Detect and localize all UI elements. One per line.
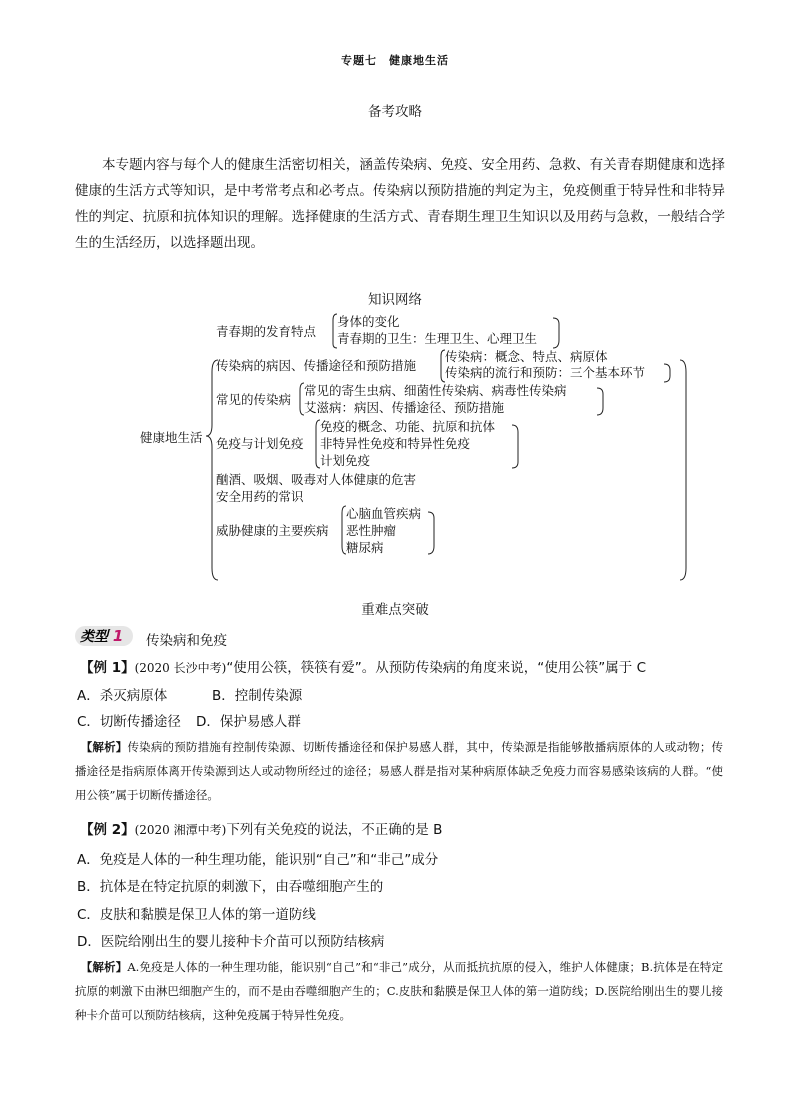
- node-infectious-item-1: 传染病：概念、特点、病原体: [445, 349, 608, 364]
- example-1-analysis: 【解析】传染病的预防措施有控制传染源、切断传播途径和保护易感人群，其中，传染源是指能够散播病原体的人或动物；传播途径是指病原体离开传染源到达人或动物所经过的途径；易感人群是指对某种病原体缺乏免疫力而容易感染该病的人群。“使用公筷”属于切断传播途径。: [75, 740, 724, 802]
- node-threats-item-3: 糖尿病: [346, 540, 384, 555]
- infectious-close: [664, 364, 670, 382]
- example-1-option-a: A．杀灭病原体: [77, 688, 168, 704]
- type-badge-label: 类型 1: [80, 627, 124, 645]
- root-close-brace: [680, 360, 686, 580]
- example-2-question: 【例 2】(2020 湘潭中考)下列有关免疫的说法，不正确的是 B: [80, 822, 443, 838]
- immunity-close: [512, 425, 518, 468]
- node-medicine: 安全用药的常识: [216, 489, 304, 504]
- strategy-paragraph: 本专题内容与每个人的健康生活密切相关，涵盖传染病、免疫、安全用药、急救、有关青春期健康和选择健康的生活方式等知识，是中考常考点和必考点。传染病以预防措施的判定为主，免疫侧重于特异性和非特异性的判定、抗原和抗体知识的理解。选择健康的生活方式、青春期生理卫生知识以及用药与急救，一般结合学生的生活经历，以选择题出现。: [75, 157, 725, 251]
- common-close: [597, 388, 603, 415]
- mindmap-root: 健康地生活: [140, 430, 203, 445]
- node-puberty-item-2: 青春期的卫生：生理卫生、心理卫生: [337, 331, 538, 346]
- type-title: 传染病和免疫: [146, 633, 227, 649]
- example-1-option-c: C．切断传播途径: [77, 714, 181, 730]
- node-immunity: 免疫与计划免疫: [216, 436, 304, 451]
- type-badge-number: 1: [112, 627, 124, 645]
- node-immunity-item-3: 计划免疫: [320, 453, 371, 468]
- node-infectious: 传染病的病因、传播途径和预防措施: [216, 358, 417, 373]
- example-2-option-b: B．抗体是在特定抗原的刺激下，由吞噬细胞产生的: [77, 879, 384, 895]
- node-common-item-2: 艾滋病：病因、传播途径、预防措施: [304, 400, 505, 415]
- node-threats-item-2: 恶性肿瘤: [346, 523, 397, 538]
- node-immunity-item-2: 非特异性免疫和特异性免疫: [320, 436, 471, 451]
- page-header: 专题七 健康地生活: [341, 54, 449, 67]
- example-1-question: 【例 1】(2020 长沙中考)“使用公筷，筷筷有爱”。从预防传染病的角度来说，“使用公筷”属于 C: [80, 660, 647, 676]
- node-common: 常见的传染病: [216, 392, 292, 407]
- strategy-title: 备考攻略: [368, 104, 422, 120]
- node-threats-item-1: 心脑血管疾病: [346, 506, 422, 521]
- example-2-analysis: 【解析】A.免疫是人体的一种生理功能，能识别“自己”和“非己”成分，从而抵抗抗原的侵入，维护人体健康；B.抗体是在特定抗原的刺激下由淋巴细胞产生的，而不是由吞噬细胞产生的；C.皮肤和黏膜是保卫人体的第一道防线；D.医院给刚出生的婴儿接种卡介苗可以预防结核病，这种免疫属于特异性免疫。: [75, 960, 724, 1022]
- node-threats: 威胁健康的主要疾病: [216, 523, 329, 538]
- threats-close: [428, 512, 434, 554]
- node-common-item-1: 常见的寄生虫病、细菌性传染病、病毒性传染病: [304, 383, 567, 398]
- puberty-close: [553, 318, 559, 348]
- example-2-option-d: D．医院给刚出生的婴儿接种卡介苗可以预防结核病: [77, 934, 385, 950]
- example-2-option-c: C．皮肤和黏膜是保卫人体的第一道防线: [77, 907, 316, 923]
- example-1-option-b: B．控制传染源: [212, 688, 303, 704]
- example-2-option-a: A．免疫是人体的一种生理功能，能识别“自己”和“非己”成分: [77, 852, 439, 868]
- node-puberty: 青春期的发育特点: [216, 324, 317, 339]
- network-title: 知识网络: [368, 292, 422, 308]
- example-1-option-d: D．保护易感人群: [196, 714, 301, 730]
- key-title: 重难点突破: [361, 602, 429, 618]
- node-infectious-item-2: 传染病的流行和预防：三个基本环节: [445, 365, 646, 380]
- node-immunity-item-1: 免疫的概念、功能、抗原和抗体: [320, 419, 496, 434]
- node-harm: 酗酒、吸烟、吸毒对人体健康的危害: [216, 472, 417, 487]
- node-puberty-item-1: 身体的变化: [337, 314, 400, 329]
